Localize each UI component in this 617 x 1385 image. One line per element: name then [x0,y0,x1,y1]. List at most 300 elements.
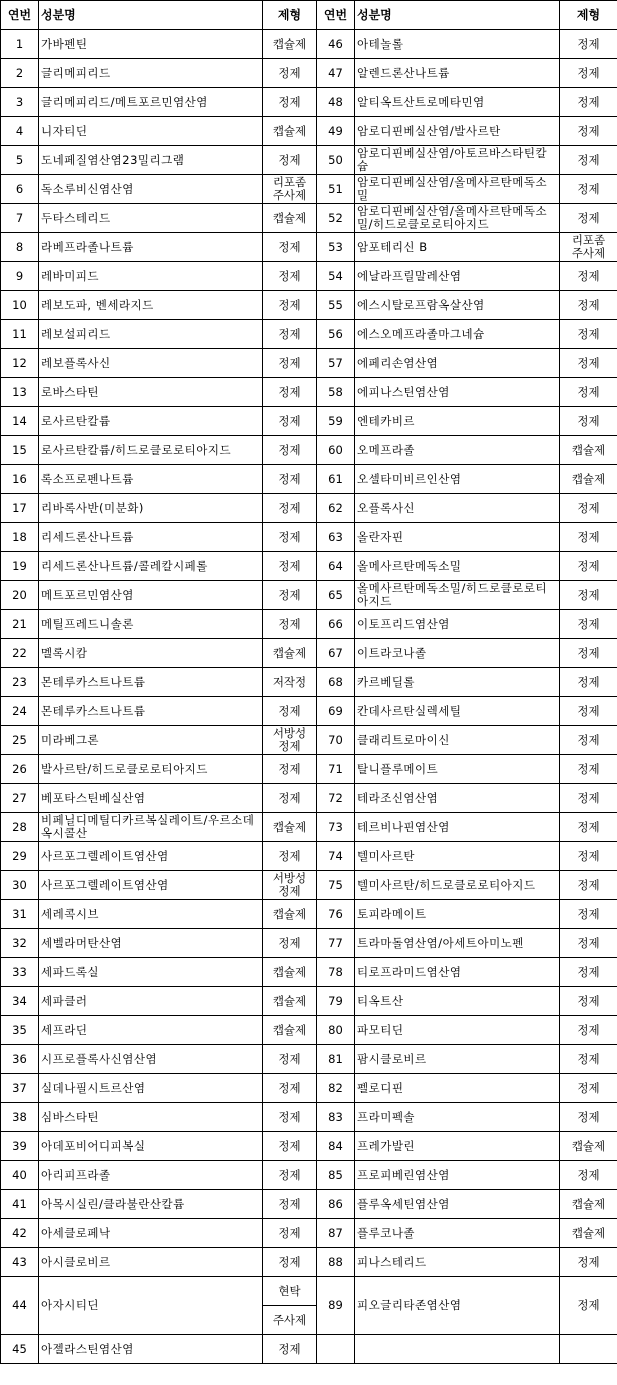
ingredient-name-right: 암로디핀베실산염/발사르탄 [355,117,560,146]
table-row [1,59,617,88]
table-row [1,726,617,755]
ingredient-name-left: 아자시티딘 [39,1277,263,1335]
ingredient-name-left: 독소루비신염산염 [39,175,263,204]
dosage-form-left: 정제 [263,349,317,378]
row-number-right: 48 [317,88,355,117]
row-number-right: 76 [317,900,355,929]
table-row [1,465,617,494]
ingredient-name-right: 트라마돌염산염/아세트아미노펜 [355,929,560,958]
dosage-form-right: 정제 [560,697,617,726]
ingredient-name-left: 세프라딘 [39,1016,263,1045]
ingredient-name-right: 암로디핀베실산염/올메사르탄메독소밀 [355,175,560,204]
dosage-form-right: 정제 [560,987,617,1016]
ingredient-name-left: 글리메피리드 [39,59,263,88]
ingredient-name-right: 엔테카비르 [355,407,560,436]
row-number-left: 2 [1,59,39,88]
ingredient-name-left: 글리메피리드/메트포르민염산염 [39,88,263,117]
row-number-left: 7 [1,204,39,233]
row-number-right: 46 [317,30,355,59]
row-number-left: 12 [1,349,39,378]
row-number-left: 13 [1,378,39,407]
row-number-left: 1 [1,30,39,59]
table-row [1,1016,617,1045]
ingredient-name-right: 이트라코나졸 [355,639,560,668]
header-name-left: 성분명 [39,1,263,30]
row-number-left: 4 [1,117,39,146]
ingredient-name-left: 사르포그렐레이트염산염 [39,842,263,871]
dosage-form-left: 저작정 [263,668,317,697]
ingredient-name-left: 아목시실린/클라불란산칼륨 [39,1190,263,1219]
table-row [1,262,617,291]
ingredient-name-left: 비페닐디메틸디카르복실레이트/우르소데옥시콜산 [39,813,263,842]
row-number-right: 62 [317,494,355,523]
ingredient-name-right: 에스오메프라졸마그네슘 [355,320,560,349]
row-number-right: 47 [317,59,355,88]
row-number-right: 59 [317,407,355,436]
ingredient-name-left: 로사르탄칼륨/히드로클로로티아지드 [39,436,263,465]
dosage-form-right: 정제 [560,262,617,291]
row-number-left: 43 [1,1248,39,1277]
ingredient-name-left: 발사르탄/히드로클로로티아지드 [39,755,263,784]
dosage-form-left: 정제 [263,1074,317,1103]
row-number-left: 36 [1,1045,39,1074]
header-no-right: 연번 [317,1,355,30]
dosage-form-left: 정제 [263,610,317,639]
row-number-right: 54 [317,262,355,291]
row-number-right: 80 [317,1016,355,1045]
dosage-form-right: 정제 [560,88,617,117]
row-number-right: 87 [317,1219,355,1248]
dosage-form-right: 정제 [560,407,617,436]
row-number-right: 81 [317,1045,355,1074]
ingredient-name-left: 메틸프레드니솔론 [39,610,263,639]
ingredient-name-right: 에페리손염산염 [355,349,560,378]
row-number-left: 39 [1,1132,39,1161]
row-number-left: 27 [1,784,39,813]
dosage-form-right: 정제 [560,813,617,842]
row-number-right: 84 [317,1132,355,1161]
row-number-right: 74 [317,842,355,871]
row-number-left: 40 [1,1161,39,1190]
dosage-form-left: 정제 [263,697,317,726]
dosage-form-left [263,1277,317,1335]
dosage-form-right: 캡슐제 [560,1219,617,1248]
dosage-form-left: 정제 [263,755,317,784]
dosage-form-left: 정제 [263,1335,317,1364]
ingredient-name-right: 피나스테리드 [355,1248,560,1277]
row-number-right: 58 [317,378,355,407]
row-number-right: 49 [317,117,355,146]
ingredient-name-left: 로바스타틴 [39,378,263,407]
ingredient-name-left: 세파드록실 [39,958,263,987]
row-number-right: 68 [317,668,355,697]
row-number-left: 18 [1,523,39,552]
ingredient-name-left: 두타스테리드 [39,204,263,233]
row-number-left: 6 [1,175,39,204]
ingredient-name-right: 티로프라미드염산염 [355,958,560,987]
table-row [1,842,617,871]
table-row [1,1161,617,1190]
row-number-left: 26 [1,755,39,784]
dosage-form-left: 정제 [263,929,317,958]
dosage-form-left: 정제 [263,1132,317,1161]
row-number-left: 11 [1,320,39,349]
dosage-form-right: 정제 [560,494,617,523]
dosage-form-left: 정제 [263,465,317,494]
dosage-form-right [560,1335,617,1364]
ingredient-name-left: 니자티딘 [39,117,263,146]
ingredient-name-right: 탈니플루메이트 [355,755,560,784]
row-number-right: 64 [317,552,355,581]
ingredient-name-left: 몬테루카스트나트륨 [39,668,263,697]
row-number-left: 20 [1,581,39,610]
dosage-form-left: 정제 [263,552,317,581]
ingredient-name-left: 아데포비어디피복실 [39,1132,263,1161]
header-row [1,1,617,30]
table-row [1,146,617,175]
dosage-form-right: 정제 [560,146,617,175]
row-number-left: 29 [1,842,39,871]
table-row [1,378,617,407]
dosage-form-left: 캡슐제 [263,900,317,929]
dosage-form-left: 정제 [263,378,317,407]
ingredient-name-left: 아시클로비르 [39,1248,263,1277]
row-number-right: 52 [317,204,355,233]
dosage-form-left: 정제 [263,1161,317,1190]
table-row [1,581,617,610]
row-number-left: 33 [1,958,39,987]
table-row [1,1219,617,1248]
dosage-form-right: 정제 [560,117,617,146]
dosage-form-right: 정제 [560,1277,617,1335]
row-number-right: 67 [317,639,355,668]
table-row [1,1074,617,1103]
dosage-form-right: 정제 [560,1016,617,1045]
dosage-form-left: 정제 [263,88,317,117]
dosage-form-left: 정제 [263,291,317,320]
dosage-form-part-2: 주사제 [272,1313,307,1327]
dosage-form-right: 정제 [560,291,617,320]
ingredient-name-right: 오셀타미비르인산염 [355,465,560,494]
dosage-form-right: 캡슐제 [560,1132,617,1161]
dosage-form-left: 정제 [263,842,317,871]
ingredient-name-right: 올메사르탄메독소밀 [355,552,560,581]
row-number-right: 60 [317,436,355,465]
dosage-form-left: 정제 [263,146,317,175]
table-row [1,1045,617,1074]
row-number-left: 14 [1,407,39,436]
table-row [1,407,617,436]
ingredient-name-right: 토피라메이트 [355,900,560,929]
ingredient-name-right: 오플록사신 [355,494,560,523]
ingredient-name-right: 올메사르탄메독소밀/히드로클로로티아지드 [355,581,560,610]
header-name-right: 성분명 [355,1,560,30]
row-number-left: 8 [1,233,39,262]
ingredient-name-left: 멜록시캄 [39,639,263,668]
ingredient-name-right: 프라미펙솔 [355,1103,560,1132]
row-number-right: 78 [317,958,355,987]
dosage-form-right: 캡슐제 [560,436,617,465]
dosage-form-right: 정제 [560,320,617,349]
ingredient-name-left: 몬테루카스트나트륨 [39,697,263,726]
ingredient-name-left: 리바록사반(미분화) [39,494,263,523]
table-row [1,929,617,958]
row-number-left: 41 [1,1190,39,1219]
ingredient-name-left: 세레콕시브 [39,900,263,929]
ingredient-name-right: 올란자핀 [355,523,560,552]
row-number-right: 75 [317,871,355,900]
row-number-left: 15 [1,436,39,465]
dosage-form-right: 정제 [560,1103,617,1132]
row-number-left: 34 [1,987,39,1016]
row-number-right: 65 [317,581,355,610]
table-row [1,668,617,697]
header-no-left: 연번 [1,1,39,30]
dosage-form-right: 정제 [560,581,617,610]
header-form-right: 제형 [560,1,617,30]
dosage-form-right: 정제 [560,668,617,697]
row-number-right: 77 [317,929,355,958]
ingredient-name-left: 레보플록사신 [39,349,263,378]
ingredient-name-left: 라베프라졸나트륨 [39,233,263,262]
dosage-form-left: 캡슐제 [263,958,317,987]
table-row [1,233,617,262]
ingredient-name-left: 가바펜틴 [39,30,263,59]
ingredient-name-right: 테르비나핀염산염 [355,813,560,842]
row-number-right: 50 [317,146,355,175]
dosage-form-part-1: 현탁 [263,1277,316,1306]
row-number-left: 16 [1,465,39,494]
table-row [1,494,617,523]
ingredient-name-right: 아테놀롤 [355,30,560,59]
ingredient-name-left: 심바스타틴 [39,1103,263,1132]
ingredient-name-left: 사르포그렐레이트염산염 [39,871,263,900]
table-row [1,697,617,726]
table-row [1,1248,617,1277]
table-row [1,610,617,639]
row-number-left: 30 [1,871,39,900]
ingredient-name-right: 알티옥트산트로메타민염 [355,88,560,117]
row-number-left: 25 [1,726,39,755]
dosage-form-right: 정제 [560,523,617,552]
dosage-form-left: 정제 [263,1219,317,1248]
table-row [1,320,617,349]
row-number-right: 79 [317,987,355,1016]
ingredient-name-left: 세파클러 [39,987,263,1016]
ingredient-name-left: 리세드론산나트륨/콜레칼시페롤 [39,552,263,581]
table-row [1,117,617,146]
table-row [1,958,617,987]
ingredient-name-left: 레보설피리드 [39,320,263,349]
header-form-left: 제형 [263,1,317,30]
row-number-left: 31 [1,900,39,929]
row-number-left: 38 [1,1103,39,1132]
dosage-form-right: 정제 [560,842,617,871]
row-number-left: 9 [1,262,39,291]
row-number-left: 24 [1,697,39,726]
table-row [1,1190,617,1219]
table-row [1,639,617,668]
ingredient-name-left: 아젤라스틴염산염 [39,1335,263,1364]
row-number-right: 56 [317,320,355,349]
dosage-form-right: 정제 [560,59,617,88]
ingredient-name-left: 시프로플록사신염산염 [39,1045,263,1074]
row-number-left: 21 [1,610,39,639]
dosage-form-right: 정제 [560,958,617,987]
row-number-left: 45 [1,1335,39,1364]
dosage-form-left: 정제 [263,1045,317,1074]
ingredient-name-right: 클래리트로마이신 [355,726,560,755]
dosage-form-left: 정제 [263,233,317,262]
dosage-form-left: 서방성 정제 [263,726,317,755]
ingredient-name-right: 암로디핀베실산염/아토르바스타틴칼슘 [355,146,560,175]
row-number-right: 63 [317,523,355,552]
ingredient-name-left: 베포타스틴베실산염 [39,784,263,813]
dosage-form-right: 정제 [560,1074,617,1103]
table-row [1,523,617,552]
dosage-form-left: 정제 [263,436,317,465]
dosage-form-left: 캡슐제 [263,30,317,59]
row-number-right: 82 [317,1074,355,1103]
ingredient-name-left: 레바미피드 [39,262,263,291]
row-number-left: 22 [1,639,39,668]
dosage-form-left: 정제 [263,784,317,813]
dosage-form-left: 정제 [263,262,317,291]
ingredient-name-right: 에스시탈로프람옥살산염 [355,291,560,320]
row-number-right: 88 [317,1248,355,1277]
dosage-form-right: 정제 [560,1045,617,1074]
table-row [1,291,617,320]
dosage-form-left: 캡슐제 [263,117,317,146]
ingredient-name-right: 프로피베린염산염 [355,1161,560,1190]
ingredient-name-right: 텔미사르탄 [355,842,560,871]
row-number-right: 85 [317,1161,355,1190]
dosage-form-right: 캡슐제 [560,465,617,494]
dosage-form-right: 정제 [560,755,617,784]
row-number-right: 73 [317,813,355,842]
table-row [1,1103,617,1132]
dosage-form-left: 정제 [263,1190,317,1219]
row-number-left: 44 [1,1277,39,1335]
dosage-form-left: 캡슐제 [263,639,317,668]
dosage-form-right: 정제 [560,784,617,813]
row-number-left: 23 [1,668,39,697]
dosage-form-left: 정제 [263,523,317,552]
ingredient-name-right: 암로디핀베실산염/올메사르탄메독소밀/히드로클로로티아지드 [355,204,560,233]
ingredient-name-right: 펠로디핀 [355,1074,560,1103]
row-number-left: 10 [1,291,39,320]
row-number-right: 57 [317,349,355,378]
table-row [1,1277,617,1335]
dosage-form-left: 정제 [263,320,317,349]
row-number-left: 17 [1,494,39,523]
row-number-right: 70 [317,726,355,755]
dosage-form-left: 캡슐제 [263,987,317,1016]
row-number-left: 19 [1,552,39,581]
ingredient-name-right: 플루옥세틴염산염 [355,1190,560,1219]
table-row [1,1132,617,1161]
row-number-right: 86 [317,1190,355,1219]
dosage-form-left: 정제 [263,407,317,436]
dosage-form-right: 정제 [560,1161,617,1190]
dosage-form-right: 정제 [560,639,617,668]
dosage-form-left: 정제 [263,1248,317,1277]
ingredient-name-right: 카르베딜롤 [355,668,560,697]
row-number-right: 71 [317,755,355,784]
ingredient-name-right: 팜시클로비르 [355,1045,560,1074]
row-number-left: 5 [1,146,39,175]
dosage-form-right: 정제 [560,204,617,233]
row-number-right: 66 [317,610,355,639]
dosage-form-right: 정제 [560,900,617,929]
table-row [1,987,617,1016]
ingredient-name-right: 이토프리드염산염 [355,610,560,639]
dosage-form-left: 서방성 정제 [263,871,317,900]
table-row [1,813,617,842]
ingredient-name-right: 에날라프릴말레산염 [355,262,560,291]
dosage-form-left: 정제 [263,581,317,610]
dosage-form-left: 캡슐제 [263,813,317,842]
table-row [1,88,617,117]
row-number-right: 83 [317,1103,355,1132]
ingredient-name-right: 파모티딘 [355,1016,560,1045]
dosage-form-right: 정제 [560,1248,617,1277]
ingredient-name-right: 오메프라졸 [355,436,560,465]
ingredient-name-right: 텔미사르탄/히드로클로로티아지드 [355,871,560,900]
dosage-form-left: 정제 [263,1103,317,1132]
dosage-form-right: 정제 [560,929,617,958]
row-number-left: 35 [1,1016,39,1045]
dosage-form-right: 리포좀 주사제 [560,233,617,262]
table-row [1,900,617,929]
table-row [1,436,617,465]
table-row [1,1335,617,1364]
row-number-left: 3 [1,88,39,117]
dosage-form-right: 정제 [560,349,617,378]
dosage-form-left: 캡슐제 [263,1016,317,1045]
dosage-form-left: 정제 [263,59,317,88]
ingredient-name-right: 테라조신염산염 [355,784,560,813]
ingredient-name-left: 로사르탄칼륨 [39,407,263,436]
ingredient-name-left: 리세드론산나트륨 [39,523,263,552]
ingredient-name-left: 도네페질염산염23밀리그램 [39,146,263,175]
dosage-form-right: 정제 [560,378,617,407]
ingredient-name-left: 아리피프라졸 [39,1161,263,1190]
dosage-form-left: 캡슐제 [263,204,317,233]
ingredient-name-right: 알렌드론산나트륨 [355,59,560,88]
table-row [1,30,617,59]
row-number-left: 32 [1,929,39,958]
table-row [1,755,617,784]
ingredient-name-right: 암포테리신 B [355,233,560,262]
ingredient-name-right [355,1335,560,1364]
row-number-left: 28 [1,813,39,842]
ingredient-name-left: 아세클로페낙 [39,1219,263,1248]
table-row [1,871,617,900]
table-row [1,784,617,813]
dosage-form-right: 정제 [560,610,617,639]
ingredient-name-right: 플루코나졸 [355,1219,560,1248]
dosage-form-right: 정제 [560,871,617,900]
dosage-form-right: 정제 [560,30,617,59]
table-body [1,30,617,1364]
ingredient-name-left: 세벨라머탄산염 [39,929,263,958]
row-number-right: 72 [317,784,355,813]
ingredient-name-left: 록소프로펜나트륨 [39,465,263,494]
dosage-form-right: 정제 [560,552,617,581]
dosage-form-right: 정제 [560,726,617,755]
ingredient-name-left: 실데나필시트르산염 [39,1074,263,1103]
